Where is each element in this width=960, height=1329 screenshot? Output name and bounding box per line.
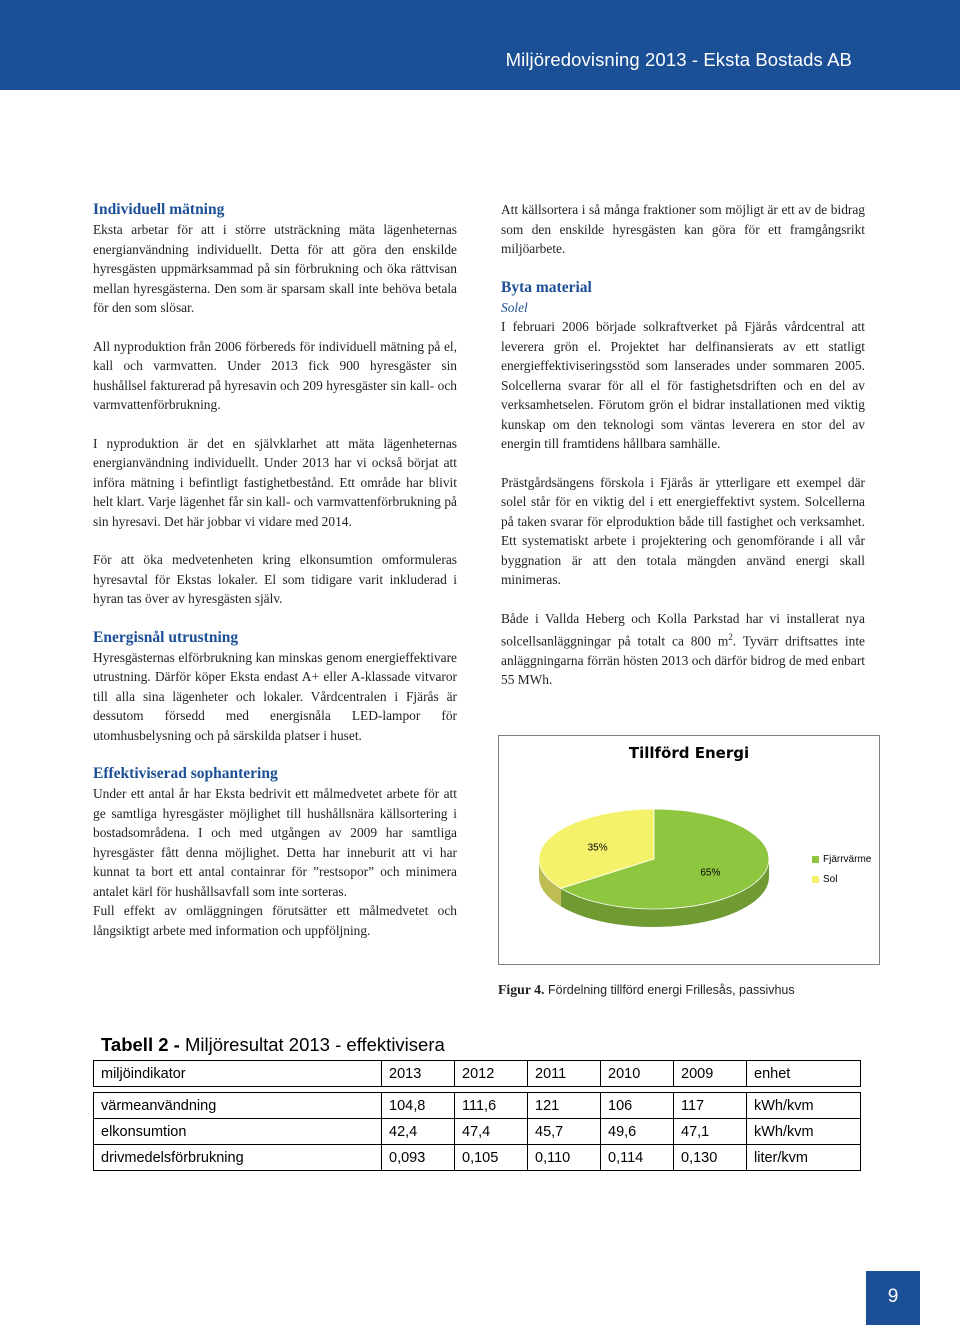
table-cell: 47,4 xyxy=(455,1119,528,1145)
figure-caption-text: Fördelning tillförd energi Frillesås, passivhus xyxy=(544,983,795,997)
paragraph: Prästgårdsängens förskola i Fjärås är ytterligare ett exempel där solel står för en viktig del i ett energieffektivt system. Solcellerna på taken svarar för elproduktion både till fastighet och verksamhet. Ett systematiskt arbete i projektering och genomförande i all vår byggnation är att den totala mängden använd energi skall minimeras. xyxy=(501,474,865,587)
header-cell: 2012 xyxy=(455,1061,528,1087)
page-number-box xyxy=(866,1271,920,1325)
legend-label: Fjärrvärme xyxy=(823,853,872,865)
header-cell: miljöindikator xyxy=(94,1061,382,1087)
right-column xyxy=(501,200,865,690)
header-cell: 2010 xyxy=(601,1061,674,1087)
header-cell: 2011 xyxy=(528,1061,601,1087)
header-cell: 2009 xyxy=(674,1061,747,1087)
text-part: Både i Vallda Heberg och Kolla Parkstad har vi installerat nya solcellsanläggningar på totalt ca 800 m xyxy=(501,610,865,649)
heading-individuell-matning: Individuell mätning xyxy=(93,201,225,218)
table-cell: 49,6 xyxy=(601,1119,674,1145)
chart-legend xyxy=(812,849,871,889)
table-cell: 0,130 xyxy=(674,1145,747,1171)
pie-data-label: 35% xyxy=(587,842,608,854)
legend-item xyxy=(812,869,871,889)
table-cell: värmeanvändning xyxy=(94,1093,382,1119)
left-column xyxy=(93,200,457,940)
table-title-bold: Tabell 2 - xyxy=(101,1034,185,1055)
table-cell: 104,8 xyxy=(382,1093,455,1119)
table-row xyxy=(94,1145,861,1171)
table-title xyxy=(101,1034,445,1056)
header-bar xyxy=(0,0,960,90)
table-cell: kWh/kvm xyxy=(747,1093,861,1119)
paragraph: Att källsortera i så många fraktioner som möjligt är ett av de bidrag som den enskilde hyresgästen kan göra för ett framgångsrikt miljöarbete. xyxy=(501,202,865,256)
heading-energisnal-utrustning: Energisnål utrustning xyxy=(93,628,239,646)
heading-byta-material: Byta material xyxy=(501,278,592,296)
table-cell: kWh/kvm xyxy=(747,1119,861,1145)
table-cell: 45,7 xyxy=(528,1119,601,1145)
pie-data-label: 65% xyxy=(700,867,721,879)
table-title-rest: Miljöresultat 2013 - effektivisera xyxy=(184,1034,445,1055)
heading-effektiviserad-sophantering: Effektiviserad sophantering xyxy=(93,765,278,782)
table-cell: 121 xyxy=(528,1093,601,1119)
paragraph: Hyresgästernas elförbrukning kan minskas genom energieffektivare utrustning. Därför köper Eksta endast A+ eller A-klassade vitvaror till alla sina lägenheter och lokaler. Vårdcentralen i Fjärås är dessutom försedd med energisnåla LED-lampor för utomhusbelysning och på särskilda platser i huset. xyxy=(93,649,457,743)
figure-label: Figur 4. xyxy=(498,982,545,997)
table-cell: 0,105 xyxy=(455,1145,528,1171)
table-cell: drivmedelsförbrukning xyxy=(94,1145,382,1171)
results-table xyxy=(93,1060,861,1171)
legend-swatch xyxy=(812,876,819,883)
pie-chart xyxy=(498,735,880,965)
table-cell: 0,093 xyxy=(382,1145,455,1171)
table-row xyxy=(94,1093,861,1119)
paragraph xyxy=(501,609,865,690)
table-cell: 0,110 xyxy=(528,1145,601,1171)
paragraph: Under ett antal år har Eksta bedrivit ett målmedvetet arbete för att ge samtliga hyresgäster möjlighet till hushållsnära källsortering i bostadsområdena. I och med utgången av 2009 har samtliga hyresgäster fått denna möjlighet. Detta har inneburit att vi har kunnat ta bort ett antal containrar för ”restsopor” och minimera antalet kärl för hushållsavfall som inte sorteras. xyxy=(93,786,457,899)
paragraph: All nyproduktion från 2006 förbereds för individuell mätning på el, kall och varmvatten. Under 2013 fick 900 hyresgäster sin hushållsel fakturerad på hyresavin och 209 hyresgäster sin kall- och varmvattenförbrukning. xyxy=(93,338,457,412)
subheading-solel: Solel xyxy=(501,299,528,315)
legend-swatch xyxy=(812,856,819,863)
paragraph: Full effekt av omläggningen förutsätter ett målmedvetet och långsiktigt arbete med information och uppföljning. xyxy=(93,903,457,938)
paragraph: För att öka medvetenheten kring elkonsumtion omformuleras hyresavtal för Ekstas lokaler. El som tidigare varit inkluderad i hyran tas över av hyresgästen själv. xyxy=(93,552,457,606)
legend-label: Sol xyxy=(823,873,838,885)
table-row xyxy=(94,1119,861,1145)
table-cell: liter/kvm xyxy=(747,1145,861,1171)
table-cell: 117 xyxy=(674,1093,747,1119)
text-part: . Tyvärr driftsattes inte anläggningarna förrän hösten 2013 och därför bidrog de med enbart 55 MWh. xyxy=(501,633,865,688)
table-header-row xyxy=(94,1061,861,1087)
legend-item xyxy=(812,849,871,869)
superscript: 2 xyxy=(728,632,733,642)
header-cell: 2013 xyxy=(382,1061,455,1087)
table-cell: 42,4 xyxy=(382,1119,455,1145)
chart-title: Tillförd Energi xyxy=(628,744,750,762)
table-cell: elkonsumtion xyxy=(94,1119,382,1145)
table-cell: 0,114 xyxy=(601,1145,674,1171)
table-cell: 111,6 xyxy=(455,1093,528,1119)
table-cell: 47,1 xyxy=(674,1119,747,1145)
paragraph: I nyproduktion är det en självklarhet att mäta lägenheternas energianvändning individuellt. Under 2013 har vi också börjat att införa mätning i befintligt fastighetbestånd. Ett område har blivit helt klart. Varje lägenhet får sin kall- och varmvattenförbrukning på sin hyresavi. Det här jobbar vi vidare med 2014. xyxy=(93,435,457,529)
header-cell: enhet xyxy=(747,1061,861,1087)
paragraph: Eksta arbetar för att i större utsträckning mäta lägenheternas energianvändning individuellt. Detta för att göra den enskilde hyresgästen uppmärksammad på sin förbrukning och öka rättvisan mellan hyresgästerna. Den som är sparsam skall inte behöva betala för den som slösar. xyxy=(93,222,457,315)
table-cell: 106 xyxy=(601,1093,674,1119)
document-title: Miljöredovisning 2013 - Eksta Bostads AB xyxy=(505,49,852,70)
page-number: 9 xyxy=(887,1286,899,1307)
figure-caption xyxy=(498,982,795,998)
paragraph: I februari 2006 började solkraftverket på Fjärås vårdcentral att leverera grön el. Projektet har delfinansierats av ett statligt energieffektiviseringsstöd som lanserades under sommaren 2005. Solcellerna svarar för all el för fastighetsdriften och en del av verksamhetselen. Förutom grön el bidrar installationen med viktig kunskap om den teknologi som väntas leverera en stor del av energin till framtidens hållbara samhälle. xyxy=(501,319,865,451)
